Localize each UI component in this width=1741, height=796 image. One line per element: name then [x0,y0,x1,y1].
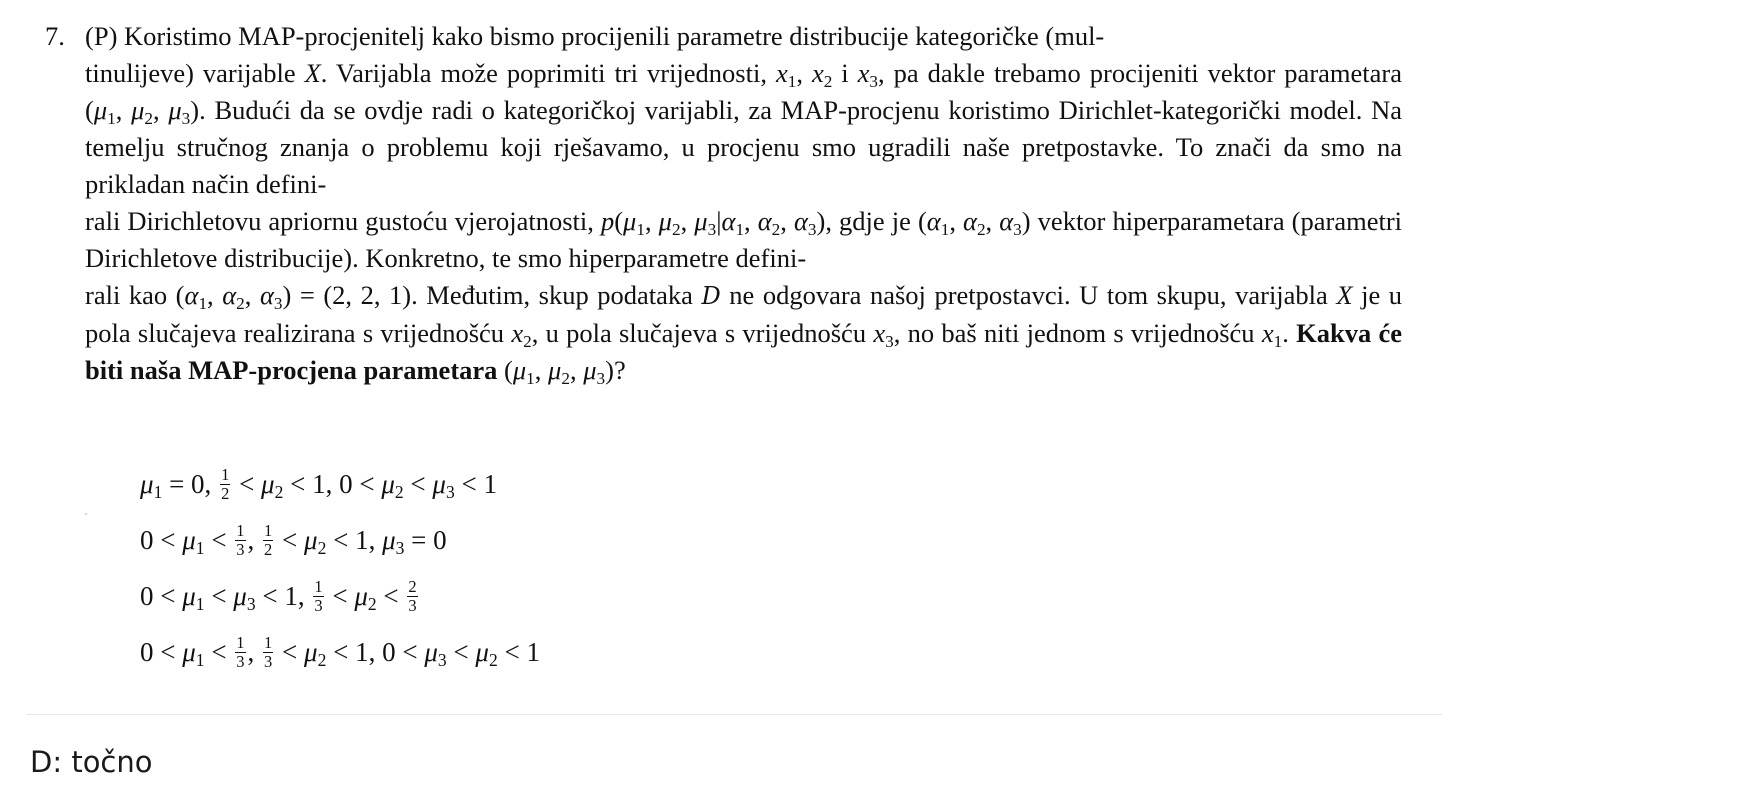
option-c[interactable]: $0 < \mu_1 < \mu_3 < 1$, $\frac{1}{3}$ < $\mu_2$ < $\frac{2}{3}$ [140,576,417,616]
question-emphasis: Kakva će biti naša MAP-procjena parametara [85,318,1403,385]
fraction: $\frac{1}{3}$ [314,576,323,616]
answer-options [140,456,1040,680]
option-b[interactable]: $0 < \mu_1$ < $\frac{1}{3}$ , $\frac{1}{2}$ < $\mu_2 < 1$, $\mu_3 = 0$ [140,520,447,560]
fraction: $\frac{1}{2}$ [264,520,273,560]
divider [26,714,1442,715]
option-a[interactable]: $\mu_1 = 0$, $\frac{1}{2}$ < $\mu_2 < 1$, $0 < \mu_2 < \mu_3 < 1$ [140,464,497,504]
question-text: (P) Koristimo MAP-procjenitelj kako bismo procijenili parametre distribucije kategoričke (mul- tinulijeve) varijable X. Varijabla može poprimiti tri vrijednosti, $x_1$, $x_2$ i $x_3$, pa dakle trebamo procijeniti vektor parametara ($\mu_1$, $\mu_2$, $\mu_3$). Budući da se ovdje radi o kategoričkoj varijabli, za MAP-procjenu koristimo Dirichlet-kategorički model. Na temelju stručnog znanja o problemu koji rješavamo, u procjenu smo ugradili naše pretpostavke. To znači da smo na prikladan način defini- rali Dirichletovu apriornu gustoću vjerojatnosti, $p(\mu_1$, $\mu_2$, $\mu_3|\alpha_1$, $\alpha_2$, $\alpha_3$), gdje je ($\alpha_1$, $\alpha_2$, $\alpha_3$) vektor hiperparametara (parametri Dirichletove distribucije). Konkretno, te smo hiperparametre defini- rali kao ($\alpha_1$, $\alpha_2$, $\alpha_3) = (2$, 2, 1). Međutim, skup podataka D ne odgovara našoj pretpostavci. U tom skupu, varijabla X je u pola slučajeva realizirana s vrijednošću $x_2$, u pola slučajeva s vrijednošću $x_3$, no baš niti jednom s vrijednošću $x_1$. Kakva će biti naša MAP-procjena parametara ($\mu_1$, $\mu_2$, $\mu_3$)? [85,21,1403,388]
question-number: 7. [45,21,65,51]
fraction: $\frac{1}{3}$ [236,520,245,560]
answer-label: D: točno [30,745,153,779]
fraction: $\frac{1}{2}$ [221,464,230,504]
stray-dot-mark [85,513,87,515]
option-d[interactable]: $0 < \mu_1$ < $\frac{1}{3}$ , $\frac{1}{3}$ < $\mu_2 < 1$, $0 < \mu_3 < \mu_2 < 1$ [140,632,540,672]
fraction: $\frac{1}{3}$ [236,632,245,672]
fraction: $\frac{1}{3}$ [264,632,273,672]
fraction: $\frac{2}{3}$ [408,576,417,616]
